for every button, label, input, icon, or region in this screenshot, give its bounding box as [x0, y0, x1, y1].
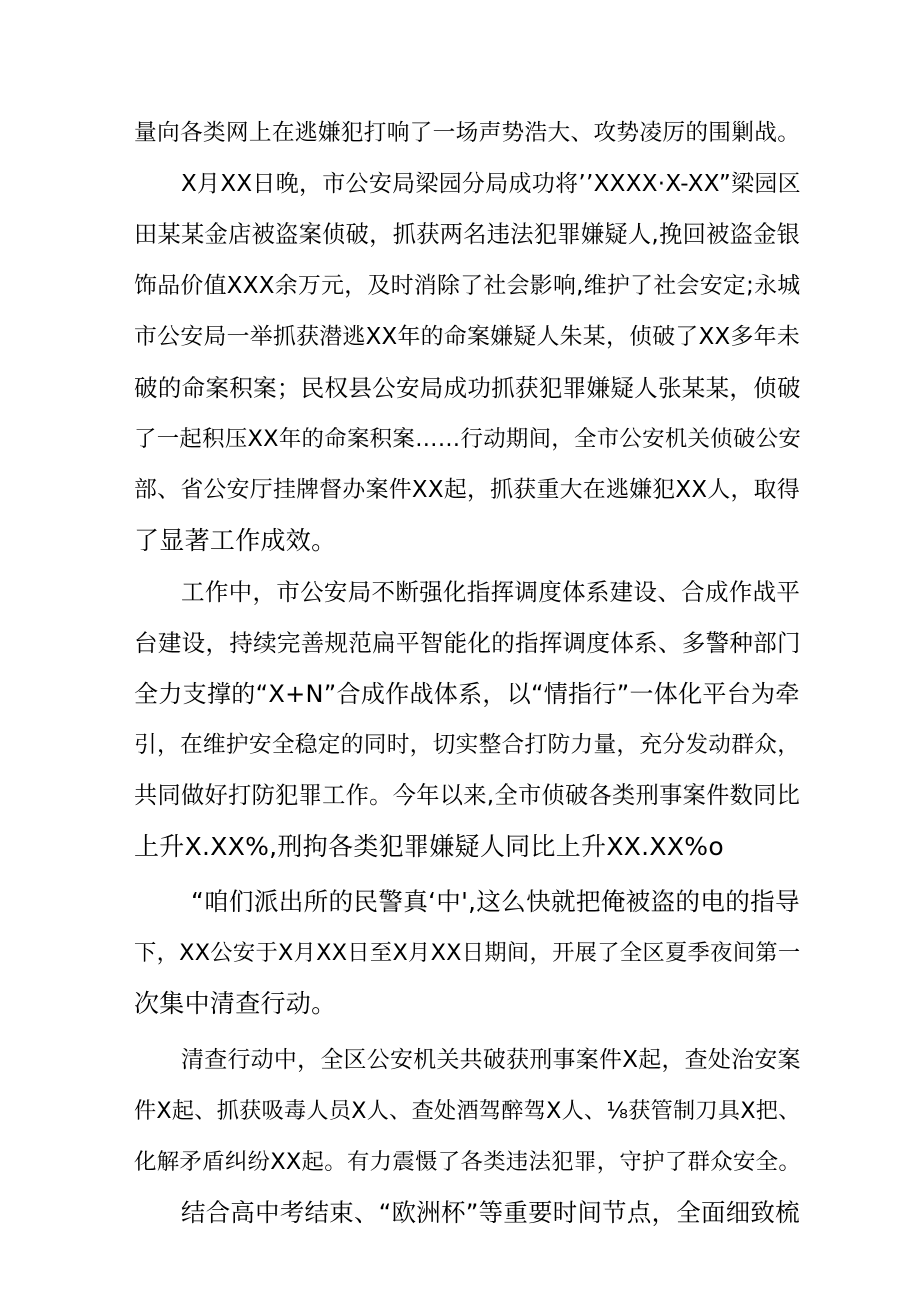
paragraph-2-line-6: 了一起积压XX年的命案积案……行动期间，全市公安机关侦破公安	[134, 426, 802, 452]
paragraph-3-line-4: 引，在维护安全稳定的同时，切实整合打防力量，充分发动群众，	[134, 732, 801, 758]
paragraph-2-line-1: X月XX日晚，市公安局梁园分局成功将’’XXXX·X-XX”梁园区	[181, 171, 801, 197]
paragraph-3-line-5: 共同做好打防犯罪工作。今年以来,全市侦破各类刑事案件数同比	[134, 782, 801, 809]
paragraph-6-line-1: 结合高中考结束、“欧洲杯”等重要时间节点，全面细致梳	[181, 1198, 800, 1227]
paragraph-2-line-5: 破的命案积案；民权县公安局成功抓获犯罪嫌疑人张某某，侦破	[134, 374, 801, 402]
paragraph-3-line-1: 工作中，市公安局不断强化指挥调度体系建设、合成作战平	[181, 578, 801, 606]
paragraph-3-line-6: 上升X.XX%,刑拘各类犯罪嫌疑人同比上升XX.XX%o	[134, 832, 724, 861]
paragraph-5-line-2: 件X起、抓获吸毒人员X人、查处酒驾醉驾X人、⅛获管制刀具X把、	[134, 1098, 801, 1124]
paragraph-5-line-3: 化解矛盾纠纷XX起。有力震慑了各类违法犯罪，守护了群众安全。	[134, 1149, 802, 1175]
paragraph-3-line-2: 台建设，持续完善规范扁平智能化的指挥调度体系、多警种部门	[134, 629, 801, 657]
paragraph-1-line-1: 量向各类网上在逃嫌犯打响了一场声势浩大、攻势凌厉的围剿战。	[134, 120, 801, 146]
paragraph-2-line-7: 部、省公安厅挂牌督办案件XX起，抓获重大在逃嫌犯XX人，取得	[134, 477, 800, 503]
paragraph-5-line-1: 清查行动中，全区公安机关共破获刑事案件X起，查处治安案	[181, 1047, 801, 1073]
paragraph-2-line-8: 了显著工作成效。	[134, 526, 337, 555]
paragraph-4-line-1: “咱们派出所的民警真‘中',这么快就把俺被盗的电的指导	[191, 887, 800, 916]
paragraph-4-line-3: 次集中清查行动。	[134, 989, 337, 1018]
paragraph-2-line-2: 田某某金店被盗案侦破，抓获两名违法犯罪嫌疑人,挽回被盗金银	[134, 221, 801, 248]
paragraph-4-line-2: 下，XX公安于X月XX日至X月XX日期间，开展了全区夏季夜间第一	[134, 940, 801, 966]
paragraph-2-line-4: 市公安局一举抓获潜逃XX年的命案嫌疑人朱某，侦破了XX多年未	[134, 324, 800, 350]
paragraph-3-line-3: 全力支撑的“X+N”合成作战体系，以“情指行”一体化平台为牵	[134, 680, 800, 708]
paragraph-2-line-3: 饰品价值XXX余万元，及时消除了社会影响,维护了社会安定;永城	[134, 273, 801, 299]
